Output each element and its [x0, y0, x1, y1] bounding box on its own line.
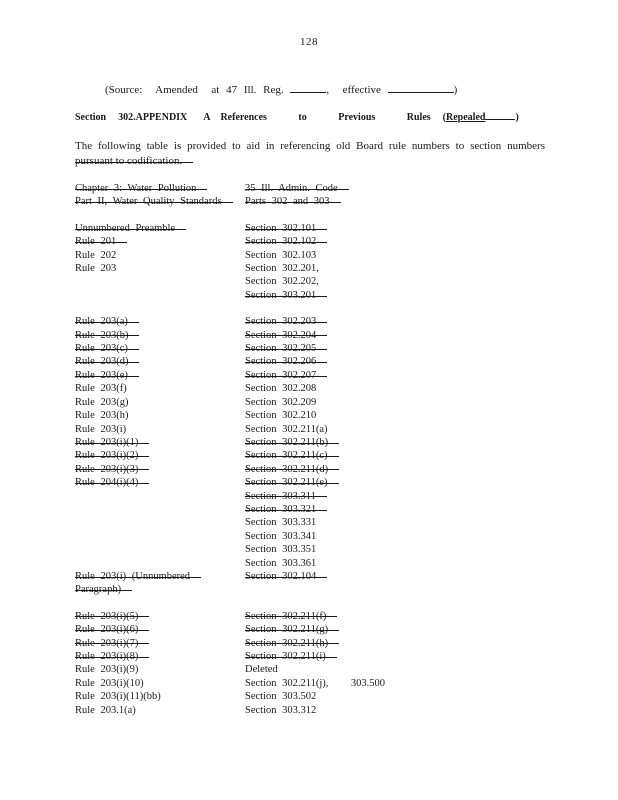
- rule-text: Rule 202: [75, 249, 117, 261]
- section-cell: [245, 677, 385, 690]
- rule-cell: [75, 637, 245, 650]
- section-text: Section 302.211(g): [245, 623, 339, 636]
- table-row: [75, 490, 385, 503]
- blank-underline-effective: [388, 90, 454, 93]
- blank-underline-repealed: [485, 117, 515, 120]
- rule-text: Unnumbered Preamble: [75, 222, 186, 235]
- table-row: [75, 222, 385, 235]
- rule-text: Rule 203(c): [75, 342, 139, 355]
- rule-cell: [75, 382, 245, 395]
- table-row: [75, 637, 385, 650]
- section-text: Section 303.331: [245, 517, 317, 529]
- section-cell: [245, 249, 316, 262]
- rule-text: Rule 203(d): [75, 355, 139, 368]
- section-text: Section 302.104: [245, 570, 327, 583]
- rule-text: Rule 203(i)(1): [75, 436, 149, 449]
- rule-text: Rule 203(i) (Unnumbered: [75, 570, 201, 583]
- section-text: Section 303.361: [245, 557, 317, 569]
- table-row: [75, 423, 385, 436]
- section-cell: [245, 530, 316, 543]
- table-row: [75, 503, 385, 516]
- paragraph-line-1: The following table is provided to aid in referencing old Board rule numbers to section numbers: [75, 140, 545, 152]
- section-cell: [245, 235, 327, 248]
- rule-cell: [75, 516, 245, 529]
- rule-cell: [75, 704, 245, 717]
- rule-text: Rule 203(i): [75, 423, 127, 435]
- repealed-open-paren: (: [442, 112, 447, 123]
- section-text: Section 302.211(j), 303.500: [245, 677, 386, 689]
- rule-cell: [75, 650, 245, 663]
- paragraph-line-2: [75, 154, 545, 169]
- section-cell: [245, 449, 339, 462]
- section-cell: [245, 516, 316, 529]
- rule-cell: [75, 436, 245, 449]
- section-cell: [245, 262, 319, 275]
- section-text: Deleted: [245, 664, 278, 676]
- rule-text: Rule 203(i)(9): [75, 664, 139, 676]
- table-row: [75, 382, 385, 395]
- section-text: Section 302.205: [245, 342, 327, 355]
- section-text: Section 302.202,: [245, 276, 319, 288]
- source-text-after: ): [453, 84, 458, 96]
- source-text-between: , effective: [326, 84, 381, 96]
- section-text: Section 302.211(b): [245, 436, 339, 449]
- table-row: [75, 610, 385, 623]
- rule-cell: [75, 690, 245, 703]
- rule-cell: [75, 503, 245, 516]
- rule-cell: [75, 329, 245, 342]
- section-cell: [245, 275, 319, 288]
- section-cell: [245, 195, 341, 208]
- table-row: [75, 704, 385, 717]
- rule-cell: [75, 583, 245, 596]
- rule-text: Rule 201: [75, 235, 127, 248]
- section-cell: [245, 423, 328, 436]
- table-row: [75, 663, 385, 676]
- table-row: [75, 677, 385, 690]
- rule-text: Rule 203: [75, 263, 117, 275]
- rule-cell: [75, 463, 245, 476]
- table-row: [75, 262, 385, 275]
- table-row: [75, 329, 385, 342]
- rule-text: Chapter 3: Water Pollution: [75, 182, 207, 195]
- rule-cell: [75, 409, 245, 422]
- section-text: Section 302.204: [245, 329, 327, 342]
- rule-text: Rule 203(a): [75, 315, 139, 328]
- rule-text: Part II, Water Quality Standards: [75, 195, 233, 208]
- section-cell: [245, 663, 278, 676]
- table-row: [75, 289, 385, 302]
- paragraph-strikethrough: pursuant to codification.: [75, 154, 193, 169]
- rules-table: [75, 182, 385, 717]
- section-cell: [245, 463, 339, 476]
- rule-cell: [75, 262, 245, 275]
- rule-text: Rule 203(h): [75, 410, 129, 422]
- repealed-word: Repealed: [446, 112, 486, 123]
- section-text: Section 303.321: [245, 503, 327, 516]
- rule-text: Paragraph): [75, 583, 132, 596]
- table-row: [75, 409, 385, 422]
- section-text: 35 Ill. Admin. Code: [245, 182, 349, 195]
- rule-text: Rule 203(f): [75, 383, 127, 395]
- rule-text: Rule 203(i)(6): [75, 623, 149, 636]
- table-row: [75, 583, 385, 596]
- section-cell: [245, 315, 327, 328]
- section-text: Section 303.341: [245, 530, 317, 542]
- rule-cell: [75, 182, 245, 195]
- section-heading: [75, 112, 519, 123]
- table-row: [75, 342, 385, 355]
- section-cell: [245, 503, 327, 516]
- section-cell: [245, 543, 316, 556]
- rule-cell: [75, 663, 245, 676]
- table-row: [75, 449, 385, 462]
- section-cell: [245, 182, 349, 195]
- rule-text: Rule 203(i)(3): [75, 463, 149, 476]
- table-row: [75, 570, 385, 583]
- table-row: [75, 543, 385, 556]
- rule-text: Rule 204(i)(4): [75, 476, 149, 489]
- table-gap: [75, 302, 385, 315]
- section-text: Section 303.201: [245, 289, 327, 302]
- section-cell: [245, 329, 327, 342]
- section-text: Section 302.203: [245, 315, 327, 328]
- section-cell: [245, 342, 327, 355]
- table-row: [75, 195, 385, 208]
- rule-cell: [75, 557, 245, 570]
- rule-text: Rule 203(i)(2): [75, 449, 149, 462]
- rule-text: Rule 203.1(a): [75, 704, 136, 716]
- table-row: [75, 557, 385, 570]
- table-row: [75, 690, 385, 703]
- rule-cell: [75, 355, 245, 368]
- section-text: Section 302.211(e): [245, 476, 339, 489]
- table-row: [75, 235, 385, 248]
- rule-cell: [75, 677, 245, 690]
- rule-cell: [75, 222, 245, 235]
- rule-cell: [75, 275, 245, 288]
- section-cell: [245, 650, 337, 663]
- rule-cell: [75, 610, 245, 623]
- section-text: Section 302.211(f): [245, 610, 337, 623]
- section-text: Parts 302 and 303: [245, 195, 341, 208]
- source-text-before: (Source: Amended at 47 Ill. Reg.: [105, 84, 284, 96]
- section-cell: [245, 355, 327, 368]
- rule-cell: [75, 490, 245, 503]
- section-cell: [245, 610, 337, 623]
- section-text: Section 302.103: [245, 249, 317, 261]
- heading-section-number: 302.APPENDIX: [118, 112, 188, 123]
- section-cell: [245, 623, 339, 636]
- section-cell: [245, 476, 339, 489]
- section-cell: [245, 490, 327, 503]
- rule-cell: [75, 315, 245, 328]
- rule-cell: [75, 195, 245, 208]
- section-cell: [245, 382, 316, 395]
- rule-text: Rule 203(b): [75, 329, 139, 342]
- section-text: Section 303.312: [245, 704, 317, 716]
- table-gap: [75, 597, 385, 610]
- rule-cell: [75, 369, 245, 382]
- section-text: Section 303.502: [245, 691, 317, 703]
- section-cell: [245, 396, 316, 409]
- rule-text: Rule 203(g): [75, 396, 129, 408]
- section-text: Section 302.211(c): [245, 449, 339, 462]
- table-row: [75, 650, 385, 663]
- rule-cell: [75, 249, 245, 262]
- rule-text: Rule 203(i)(11)(bb): [75, 691, 161, 703]
- section-text: Section 302.210: [245, 410, 317, 422]
- table-row: [75, 463, 385, 476]
- table-row: [75, 275, 385, 288]
- section-text: Section 302.206: [245, 355, 327, 368]
- table-gap: [75, 209, 385, 222]
- table-row: [75, 436, 385, 449]
- rule-cell: [75, 342, 245, 355]
- heading-title: A References to Previous Rules: [203, 112, 431, 123]
- section-text: Section 303.351: [245, 544, 317, 556]
- rule-cell: [75, 530, 245, 543]
- table-row: [75, 516, 385, 529]
- rule-cell: [75, 476, 245, 489]
- section-cell: [245, 369, 327, 382]
- section-text: Section 302.211(a): [245, 423, 328, 435]
- rule-cell: [75, 449, 245, 462]
- table-row: [75, 182, 385, 195]
- section-text: Section 302.209: [245, 396, 317, 408]
- section-text: Section 303.311: [245, 490, 327, 503]
- section-cell: [245, 436, 339, 449]
- section-text: Section 302.211(h): [245, 637, 339, 650]
- table-row: [75, 530, 385, 543]
- rule-cell: [75, 235, 245, 248]
- section-text: Section 302.211(i): [245, 650, 337, 663]
- table-row: [75, 249, 385, 262]
- page-number: 128: [300, 36, 318, 48]
- section-text: Section 302.101: [245, 222, 327, 235]
- intro-paragraph: [75, 139, 545, 169]
- rule-text: Rule 203(i)(10): [75, 677, 144, 689]
- blank-underline-reg: [290, 90, 326, 93]
- rule-text: Rule 203(i)(8): [75, 650, 149, 663]
- section-cell: [245, 409, 316, 422]
- section-cell: [245, 637, 339, 650]
- rule-text: Rule 203(i)(7): [75, 637, 149, 650]
- section-cell: [245, 222, 327, 235]
- table-row: [75, 315, 385, 328]
- table-row: [75, 396, 385, 409]
- rule-text: Rule 203(i)(5): [75, 610, 149, 623]
- section-cell: [245, 289, 327, 302]
- section-cell: [245, 690, 316, 703]
- rule-cell: [75, 423, 245, 436]
- rule-cell: [75, 543, 245, 556]
- table-row: [75, 355, 385, 368]
- table-row: [75, 476, 385, 489]
- repealed-close-paren: ): [515, 112, 519, 123]
- section-cell: [245, 570, 327, 583]
- source-line: [105, 84, 457, 96]
- section-text: Section 302.208: [245, 383, 317, 395]
- rule-cell: [75, 570, 245, 583]
- section-text: Section 302.201,: [245, 263, 319, 275]
- rule-cell: [75, 396, 245, 409]
- heading-section-word: Section: [75, 112, 107, 123]
- section-cell: [245, 704, 316, 717]
- table-row: [75, 369, 385, 382]
- table-row: [75, 623, 385, 636]
- heading-repealed: [443, 112, 519, 123]
- rule-cell: [75, 623, 245, 636]
- section-cell: [245, 557, 316, 570]
- rule-text: Rule 203(e): [75, 369, 139, 382]
- section-text: Section 302.207: [245, 369, 327, 382]
- section-text: Section 302.102: [245, 235, 327, 248]
- section-text: Section 302.211(d): [245, 463, 339, 476]
- rule-cell: [75, 289, 245, 302]
